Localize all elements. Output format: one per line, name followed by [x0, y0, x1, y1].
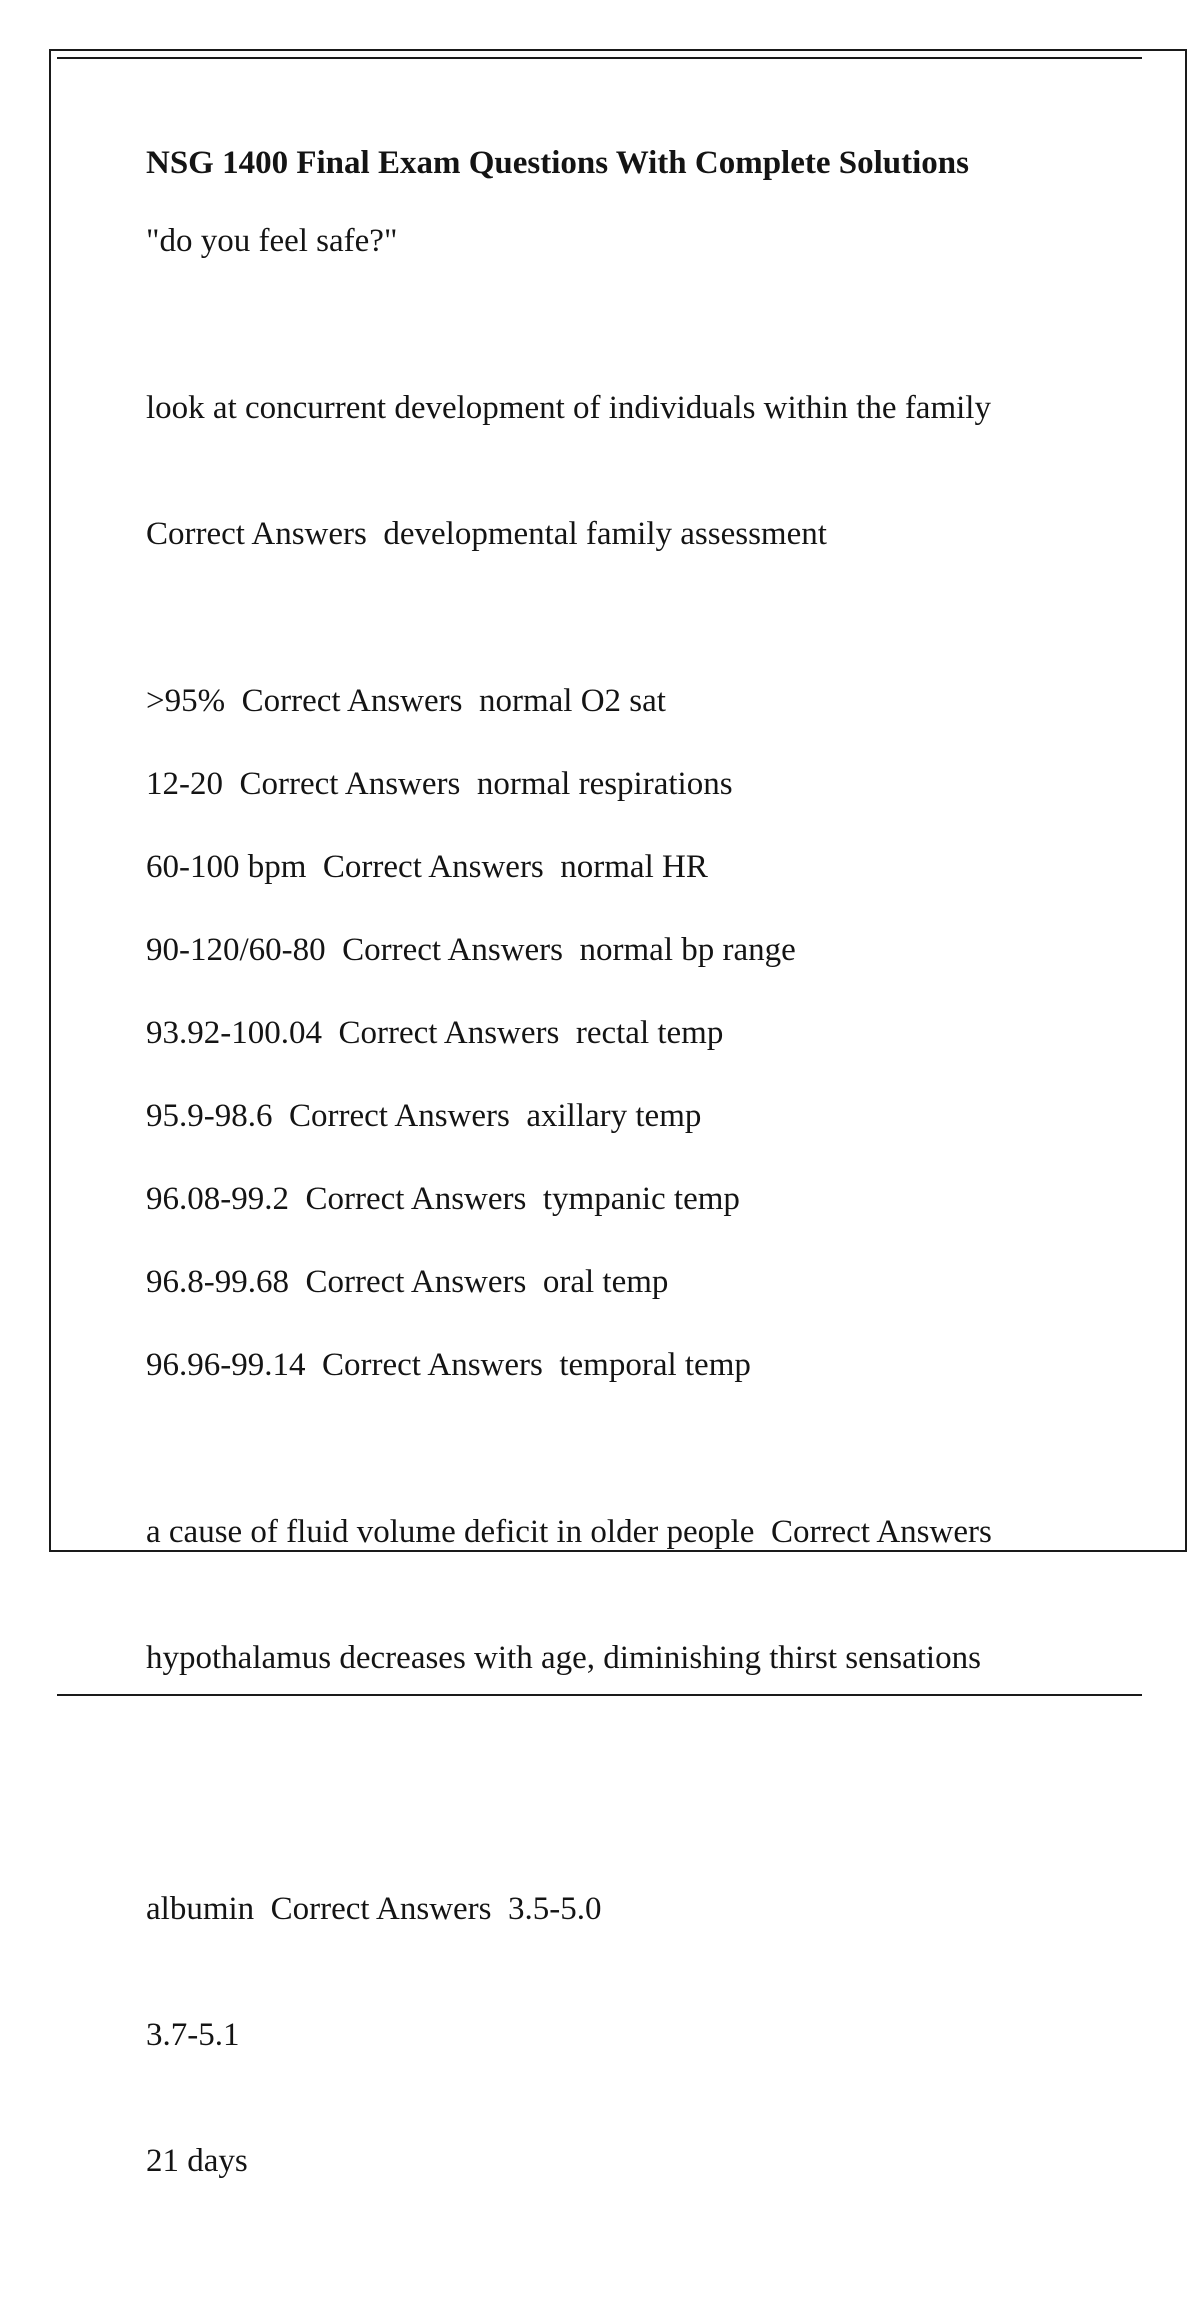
entry-line: albumin Correct Answers 3.5-5.0: [146, 1891, 602, 1927]
document-title: NSG 1400 Final Exam Questions With Complete Solutions: [146, 145, 969, 181]
entry-respirations: 12-20 Correct Answers normal respirations: [146, 766, 733, 802]
entry-heart-rate: 60-100 bpm Correct Answers normal HR: [146, 849, 708, 885]
entry-oral-temp: 96.8-99.68 Correct Answers oral temp: [146, 1264, 669, 1300]
top-rule: [57, 57, 1142, 59]
entry-temporal-temp: 96.96-99.14 Correct Answers temporal temp: [146, 1347, 751, 1383]
entry-family-assessment: [146, 303, 1106, 639]
entry-line: look at concurrent development of individuals within the family: [146, 390, 991, 426]
entry-line: Correct Answers developmental family assessment: [146, 516, 827, 552]
entry-line: 21 days: [146, 2143, 248, 2179]
document-body: [146, 142, 1106, 2307]
entry-bp-range: 90-120/60-80 Correct Answers normal bp range: [146, 932, 796, 968]
entry-safety-question: "do you feel safe?": [146, 223, 398, 259]
entry-o2-sat: >95% Correct Answers normal O2 sat: [146, 683, 666, 719]
entry-rectal-temp: 93.92-100.04 Correct Answers rectal temp: [146, 1015, 724, 1051]
entry-albumin: [146, 1804, 1106, 2266]
entry-line: 3.7-5.1: [146, 2017, 240, 2053]
bottom-rule: [57, 1694, 1142, 1696]
entry-fluid-deficit: [146, 1427, 1106, 1763]
entry-line: hypothalamus decreases with age, diminishing thirst sensations: [146, 1640, 981, 1676]
entry-line: a cause of fluid volume deficit in older people Correct Answers: [146, 1514, 992, 1550]
entry-tympanic-temp: 96.08-99.2 Correct Answers tympanic temp: [146, 1181, 740, 1217]
entry-axillary-temp: 95.9-98.6 Correct Answers axillary temp: [146, 1098, 702, 1134]
